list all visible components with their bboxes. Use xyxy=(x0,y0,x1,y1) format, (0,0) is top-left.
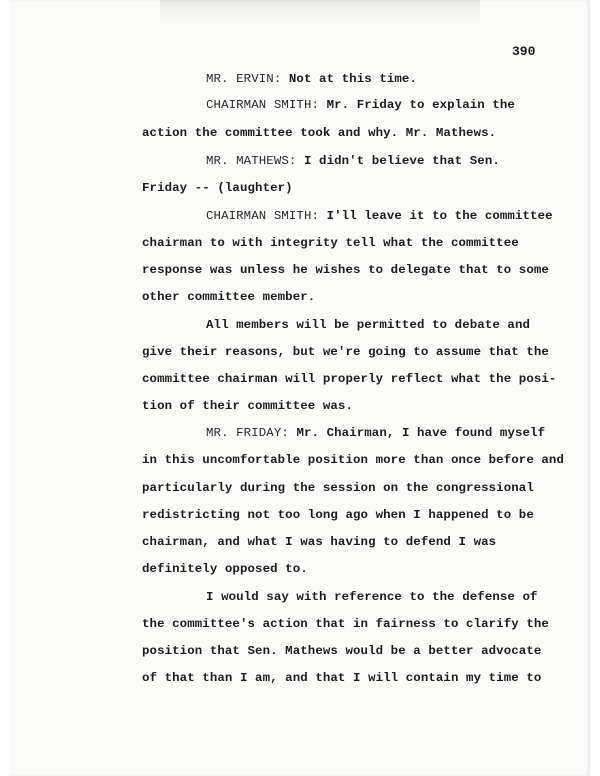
transcript-line-12 xyxy=(142,372,556,386)
line-text: Mr. Friday to explain the xyxy=(319,98,515,112)
transcript-line-10 xyxy=(206,318,530,332)
line-text: particularly during the session on the congressional xyxy=(142,481,534,495)
line-text: position that Sen. Mathews would be a better advocate xyxy=(142,644,542,658)
transcript-line-19 xyxy=(142,562,308,576)
transcript-line-6 xyxy=(206,209,553,223)
transcript-line-13 xyxy=(142,399,353,413)
line-text: tion of their committee was. xyxy=(142,399,353,413)
line-text: in this uncomfortable position more than once before and xyxy=(142,453,564,467)
speaker-label: CHAIRMAN SMITH: xyxy=(206,98,320,112)
transcript-line-11 xyxy=(142,345,549,359)
transcript-line-7 xyxy=(142,236,519,250)
speaker-label: MR. ERVIN: xyxy=(206,72,282,86)
transcript-line-21 xyxy=(142,617,549,631)
transcript-line-3 xyxy=(142,126,496,140)
line-text: of that than I am, and that I will contain my time to xyxy=(142,671,542,685)
transcript-page xyxy=(10,0,590,776)
transcript-line-17 xyxy=(142,508,534,522)
transcript-line-1 xyxy=(206,72,417,86)
line-text: Mr. Chairman, I have found myself xyxy=(288,426,546,440)
page-number: 390 xyxy=(512,44,536,59)
line-text: Not at this time. xyxy=(281,72,417,86)
line-text: redistricting not too long ago when I happened to be xyxy=(142,508,534,522)
speaker-label: CHAIRMAN SMITH: xyxy=(206,209,320,223)
transcript-line-2 xyxy=(206,98,515,112)
transcript-line-16 xyxy=(142,481,534,495)
line-text: chairman, and what I was having to defend I was xyxy=(142,535,497,549)
line-text: response was unless he wishes to delegate that to some xyxy=(142,263,549,277)
transcript-line-4 xyxy=(206,154,500,168)
transcript-line-5 xyxy=(142,181,293,195)
line-text: give their reasons, but we're going to assume that the xyxy=(142,345,549,359)
line-text: I didn't believe that Sen. xyxy=(296,154,500,168)
line-text: the committee's action that in fairness to clarify the xyxy=(142,617,549,631)
line-text: Friday -- (laughter) xyxy=(142,181,293,195)
transcript-line-22 xyxy=(142,644,541,658)
speaker-label: MR. FRIDAY: xyxy=(206,426,289,440)
speaker-label: MR. MATHEWS: xyxy=(206,154,297,168)
line-text: I'll leave it to the committee xyxy=(319,209,553,223)
transcript-line-20 xyxy=(206,590,538,604)
line-text: chairman to with integrity tell what the committee xyxy=(142,236,519,250)
line-text: action the committee took and why. Mr. Mathews. xyxy=(142,126,497,140)
line-text: committee chairman will properly reflect what the posi- xyxy=(142,372,557,386)
bleed-through-header xyxy=(160,0,480,22)
transcript-line-18 xyxy=(142,535,496,549)
transcript-line-14 xyxy=(206,426,545,440)
line-text: definitely opposed to. xyxy=(142,562,308,576)
transcript-line-9 xyxy=(142,290,315,304)
transcript-line-15 xyxy=(142,453,564,467)
transcript-line-8 xyxy=(142,263,549,277)
line-text: I would say with reference to the defense of xyxy=(206,590,538,604)
transcript-line-23 xyxy=(142,671,541,685)
line-text: other committee member. xyxy=(142,290,316,304)
line-text: All members will be permitted to debate and xyxy=(206,318,531,332)
